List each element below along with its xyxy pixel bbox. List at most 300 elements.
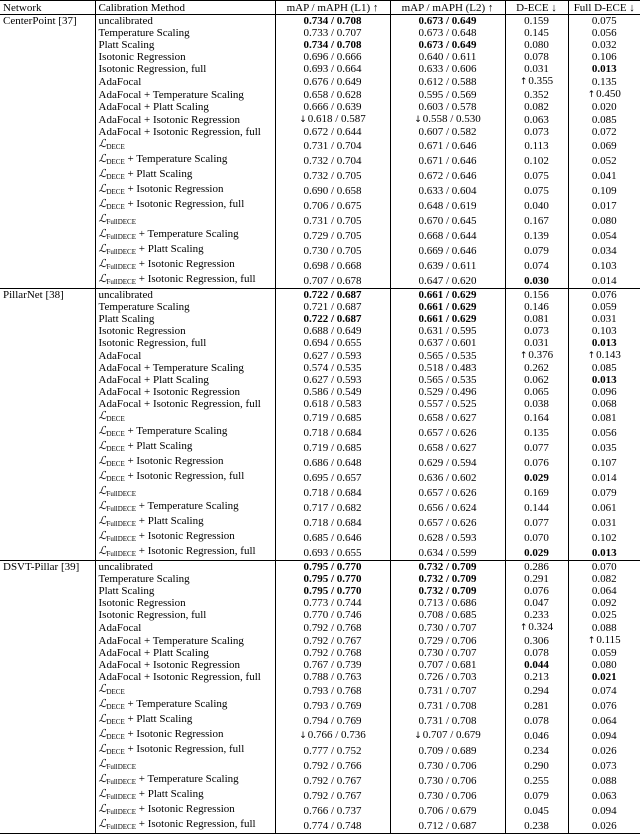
cell-value: 0.730 / 0.707 [418,647,477,659]
cell-calibration-method: Isotonic Regression [95,597,275,609]
loss-subscript: FullDECE [106,490,136,498]
cell-value: 0.073 [524,126,549,138]
cell-network [0,153,95,168]
cell-value: 0.557 / 0.525 [418,398,477,410]
method-suffix: + Isotonic Regression [136,258,235,270]
cell-map-l2 [390,313,505,325]
cell-network [0,258,95,273]
cell-value: 0.673 / 0.649 [418,39,477,51]
cell-dece [505,386,568,398]
cell-calibration-method: Temperature Scaling [95,573,275,585]
table-row [0,818,640,834]
cell-network [0,325,95,337]
cell-value: 0.076 [524,585,549,597]
header-network: Network [0,1,95,15]
cell-full-dece [568,573,640,585]
cell-network [0,138,95,153]
cell-full-dece [568,634,640,647]
cell-value: 0.656 / 0.624 [418,501,477,514]
table-row [0,500,640,515]
cell-network [0,545,95,561]
cell-network [0,213,95,228]
cell-map-l2 [390,758,505,773]
loss-symbol: ℒ [98,410,107,422]
cell-calibration-method: Platt Scaling [95,39,275,51]
cell-network [0,515,95,530]
cell-dece [505,113,568,126]
cell-network [0,425,95,440]
cell-value: 0.085 [591,113,617,126]
cell-map-l1 [275,153,390,168]
cell-value: 0.286 [524,561,549,573]
cell-value: 0.731 / 0.705 [303,214,362,227]
cell-dece [505,455,568,470]
table-row [0,455,640,470]
cell-value: 0.294 [524,684,549,697]
cell-map-l2 [390,386,505,398]
cell-network [0,597,95,609]
cell-full-dece [568,470,640,485]
arrow-up-icon: ↑ [519,77,528,87]
cell-value: 0.792 / 0.767 [303,789,362,802]
cell-map-l1 [275,101,390,113]
cell-value: 0.633 / 0.606 [418,63,477,75]
cell-value: 0.712 / 0.687 [418,819,477,832]
cell-full-dece [568,713,640,728]
cell-map-l1 [275,671,390,683]
cell-network [0,101,95,113]
cell-value: 0.717 / 0.682 [303,501,362,514]
cell-value: 0.107 [591,456,617,469]
loss-symbol: ℒ [98,425,107,437]
table-row [0,198,640,213]
cell-full-dece [568,183,640,198]
cell-dece [505,671,568,683]
loss-symbol: ℒ [98,773,107,785]
loss-symbol: ℒ [98,515,107,527]
cell-map-l1 [275,500,390,515]
cell-full-dece [568,500,640,515]
cell-full-dece [568,228,640,243]
cell-full-dece [568,698,640,713]
cell-value: 0.070 [591,561,617,573]
table-row [0,168,640,183]
cell-full-dece [568,27,640,39]
cell-calibration-method: AdaFocal + Platt Scaling [95,374,275,386]
cell-value: 0.063 [524,113,549,126]
header-dece: D-ECE ↓ [505,1,568,15]
cell-full-dece [568,337,640,349]
loss-subscript: FullDECE [106,263,136,271]
cell-calibration-method [95,455,275,470]
cell-network [0,88,95,101]
cell-value: 0.729 / 0.706 [418,634,477,647]
cell-value: 0.020 [591,101,617,113]
cell-value: 0.085 [591,362,617,374]
cell-full-dece [568,39,640,51]
cell-value: 0.732 / 0.705 [303,169,362,182]
cell-value: 0.026 [591,819,617,832]
cell-map-l1 [275,803,390,818]
cell-value: 0.076 [591,289,617,301]
loss-symbol: ℒ [98,500,107,512]
cell-network [0,485,95,500]
cell-calibration-method [95,138,275,153]
cell-dece [505,470,568,485]
cell-map-l2 [390,609,505,621]
cell-map-l2 [390,198,505,213]
cell-map-l2 [390,585,505,597]
cell-map-l1 [275,88,390,101]
cell-calibration-method [95,713,275,728]
table-row [0,561,640,574]
cell-calibration-method [95,258,275,273]
method-suffix: + Isotonic Regression, full [124,470,245,482]
cell-map-l2 [390,349,505,362]
cell-dece [505,27,568,39]
method-suffix: + Platt Scaling [124,168,193,180]
cell-map-l2 [390,647,505,659]
cell-value: 0.026 [591,744,617,757]
cell-map-l1 [275,27,390,39]
table-row [0,621,640,634]
cell-value: 0.607 / 0.582 [418,126,477,138]
cell-map-l1 [275,440,390,455]
cell-full-dece [568,440,640,455]
cell-calibration-method [95,183,275,198]
cell-calibration-method: Temperature Scaling [95,27,275,39]
cell-value: 0.014 [591,471,617,484]
cell-map-l2 [390,728,505,743]
table-row [0,634,640,647]
cell-map-l1 [275,213,390,228]
cell-value: 0.290 [524,759,549,772]
cell-value: 0.038 [524,398,549,410]
cell-full-dece [568,659,640,671]
cell-network [0,585,95,597]
cell-map-l2 [390,153,505,168]
cell-dece [505,561,568,574]
cell-value: 0.707 / 0.679 [422,729,481,741]
cell-value: 0.075 [524,184,549,197]
cell-full-dece [568,88,640,101]
cell-value: 0.673 / 0.649 [418,15,477,27]
cell-map-l1 [275,258,390,273]
loss-subscript: DECE [106,733,125,741]
cell-value: 0.040 [524,199,549,212]
cell-value: 0.792 / 0.768 [303,621,362,634]
cell-value: 0.355 [528,75,554,87]
arrow-up-icon: ↑ [519,623,528,633]
table-row [0,440,640,455]
loss-subscript: DECE [106,445,125,453]
loss-symbol: ℒ [98,258,107,270]
cell-dece [505,168,568,183]
method-suffix: + Isotonic Regression [124,728,224,740]
cell-value: 0.213 [524,671,549,683]
cell-value: 0.233 [524,609,549,621]
cell-value: 0.718 / 0.684 [303,426,362,439]
cell-value: 0.648 / 0.619 [418,199,477,212]
header-full-dece: Full D-ECE ↓ [568,1,640,15]
cell-value: 0.075 [591,15,617,27]
cell-value: 0.628 / 0.593 [418,531,477,544]
cell-value: 0.731 / 0.708 [418,714,477,727]
cell-network [0,758,95,773]
cell-value: 0.793 / 0.769 [303,699,362,712]
cell-value: 0.070 [524,531,549,544]
cell-value: 0.792 / 0.767 [303,634,362,647]
cell-network [0,573,95,585]
cell-calibration-method [95,168,275,183]
table-row [0,349,640,362]
cell-calibration-method [95,410,275,425]
cell-full-dece [568,773,640,788]
cell-value: 0.637 / 0.601 [418,337,477,349]
table-row [0,126,640,138]
cell-value: 0.777 / 0.752 [303,744,362,757]
cell-value: 0.072 [591,126,617,138]
cell-map-l2 [390,273,505,289]
cell-map-l2 [390,671,505,683]
cell-network [0,273,95,289]
cell-value: 0.558 / 0.530 [422,113,481,125]
cell-value: 0.629 / 0.594 [418,456,477,469]
cell-full-dece [568,75,640,88]
cell-value: 0.657 / 0.626 [418,486,477,499]
cell-calibration-method [95,530,275,545]
cell-map-l2 [390,374,505,386]
cell-map-l2 [390,561,505,574]
cell-calibration-method [95,698,275,713]
cell-value: 0.693 / 0.664 [303,63,362,75]
cell-value: 0.734 / 0.708 [303,39,362,51]
loss-subscript: DECE [106,173,125,181]
cell-calibration-method: AdaFocal + Temperature Scaling [95,88,275,101]
cell-full-dece [568,425,640,440]
cell-map-l2 [390,398,505,410]
cell-calibration-method: Isotonic Regression, full [95,337,275,349]
method-suffix: + Isotonic Regression [136,803,235,815]
cell-value: 0.080 [591,659,617,671]
cell-value: 0.707 / 0.678 [303,274,362,287]
cell-calibration-method [95,788,275,803]
cell-value: 0.686 / 0.648 [303,456,362,469]
loss-subscript: DECE [106,188,125,196]
cell-dece [505,597,568,609]
method-suffix: + Isotonic Regression, full [136,273,256,285]
cell-calibration-method [95,545,275,561]
cell-network [0,126,95,138]
cell-map-l2 [390,39,505,51]
cell-dece [505,198,568,213]
cell-value: 0.144 [524,501,549,514]
cell-network [0,113,95,126]
cell-map-l1 [275,659,390,671]
cell-calibration-method: AdaFocal [95,349,275,362]
cell-value: 0.731 / 0.704 [303,139,362,152]
table-row [0,410,640,425]
cell-value: 0.076 [524,456,549,469]
table-row [0,51,640,63]
header-map-l2: mAP / mAPH (L2) ↑ [390,1,505,15]
cell-dece [505,743,568,758]
table-body [0,15,640,834]
cell-value: 0.722 / 0.687 [303,313,362,325]
cell-value: 0.565 / 0.535 [418,349,477,362]
table-row [0,683,640,698]
method-suffix: + Temperature Scaling [136,773,239,785]
cell-value: 0.013 [591,63,617,75]
cell-full-dece [568,138,640,153]
cell-full-dece [568,126,640,138]
cell-calibration-method: AdaFocal [95,621,275,634]
cell-value: 0.029 [524,546,549,559]
cell-network [0,530,95,545]
cell-dece [505,88,568,101]
cell-value: 0.730 / 0.705 [303,244,362,257]
table-row [0,585,640,597]
cell-dece [505,647,568,659]
cell-value: 0.734 / 0.708 [303,15,362,27]
loss-subscript: FullDECE [106,778,136,786]
cell-full-dece [568,647,640,659]
cell-value: 0.661 / 0.629 [418,289,477,301]
arrow-up-icon: ↑ [587,90,596,100]
loss-symbol: ℒ [98,243,107,255]
cell-value: 0.688 / 0.649 [303,325,362,337]
cell-network [0,349,95,362]
table-row [0,15,640,28]
cell-value: 0.661 / 0.629 [418,301,477,313]
cell-full-dece [568,758,640,773]
table-row [0,337,640,349]
cell-map-l2 [390,88,505,101]
table-row [0,228,640,243]
cell-map-l2 [390,573,505,585]
cell-value: 0.795 / 0.770 [303,585,362,597]
cell-value: 0.795 / 0.770 [303,561,362,573]
cell-calibration-method [95,803,275,818]
cell-full-dece [568,168,640,183]
cell-network: CenterPoint [37] [0,15,95,28]
cell-value: 0.169 [524,486,549,499]
loss-symbol: ℒ [98,728,107,740]
cell-network [0,440,95,455]
cell-dece [505,138,568,153]
cell-dece [505,683,568,698]
cell-map-l1 [275,713,390,728]
loss-symbol: ℒ [98,273,107,285]
cell-network [0,743,95,758]
cell-map-l1 [275,126,390,138]
cell-full-dece [568,349,640,362]
loss-symbol: ℒ [98,713,107,725]
cell-dece [505,545,568,561]
cell-map-l1 [275,728,390,743]
cell-map-l2 [390,138,505,153]
cell-network [0,27,95,39]
cell-map-l1 [275,386,390,398]
cell-value: 0.079 [524,244,549,257]
cell-calibration-method: AdaFocal + Platt Scaling [95,647,275,659]
cell-value: 0.074 [591,684,617,697]
cell-dece [505,349,568,362]
table-row [0,75,640,88]
cell-value: 0.731 / 0.707 [418,684,477,697]
cell-full-dece [568,398,640,410]
loss-subscript: DECE [106,688,125,696]
cell-calibration-method [95,440,275,455]
cell-calibration-method [95,425,275,440]
cell-value: 0.030 [524,274,549,287]
cell-value: 0.718 / 0.684 [303,486,362,499]
cell-calibration-method: Temperature Scaling [95,301,275,313]
cell-map-l2 [390,15,505,28]
method-suffix: + Isotonic Regression, full [124,743,245,755]
cell-value: 0.670 / 0.645 [418,214,477,227]
cell-value: 0.034 [591,244,617,257]
cell-map-l1 [275,634,390,647]
cell-dece [505,410,568,425]
cell-dece [505,362,568,374]
cell-full-dece [568,153,640,168]
cell-map-l1 [275,698,390,713]
cell-full-dece [568,455,640,470]
cell-map-l2 [390,659,505,671]
cell-value: 0.046 [524,729,549,742]
loss-symbol: ℒ [98,183,107,195]
loss-subscript: FullDECE [106,218,136,226]
cell-value: 0.793 / 0.768 [303,684,362,697]
table-row [0,713,640,728]
table-row [0,183,640,198]
cell-network [0,313,95,325]
cell-value: 0.721 / 0.687 [303,301,362,313]
cell-dece [505,183,568,198]
cell-calibration-method [95,773,275,788]
cell-value: 0.044 [524,659,549,671]
table-row [0,573,640,585]
loss-subscript: DECE [106,460,125,468]
cell-value: 0.672 / 0.646 [418,169,477,182]
cell-full-dece [568,386,640,398]
cell-value: 0.031 [591,313,617,325]
cell-value: 0.069 [591,139,617,152]
cell-value: 0.041 [591,169,617,182]
cell-map-l1 [275,398,390,410]
cell-value: 0.647 / 0.620 [418,274,477,287]
cell-network [0,621,95,634]
cell-value: 0.102 [524,154,549,167]
cell-calibration-method [95,470,275,485]
cell-full-dece [568,101,640,113]
cell-dece [505,713,568,728]
cell-value: 0.092 [591,597,617,609]
method-suffix: + Platt Scaling [124,713,193,725]
cell-value: 0.234 [524,744,549,757]
cell-value: 0.788 / 0.763 [303,671,362,683]
table-row [0,313,640,325]
cell-value: 0.731 / 0.708 [418,699,477,712]
cell-map-l2 [390,213,505,228]
loss-subscript: FullDECE [106,793,136,801]
cell-map-l1 [275,743,390,758]
cell-dece [505,818,568,834]
cell-map-l1 [275,683,390,698]
header-calibration-method: Calibration Method [95,1,275,15]
table-header [0,1,640,15]
